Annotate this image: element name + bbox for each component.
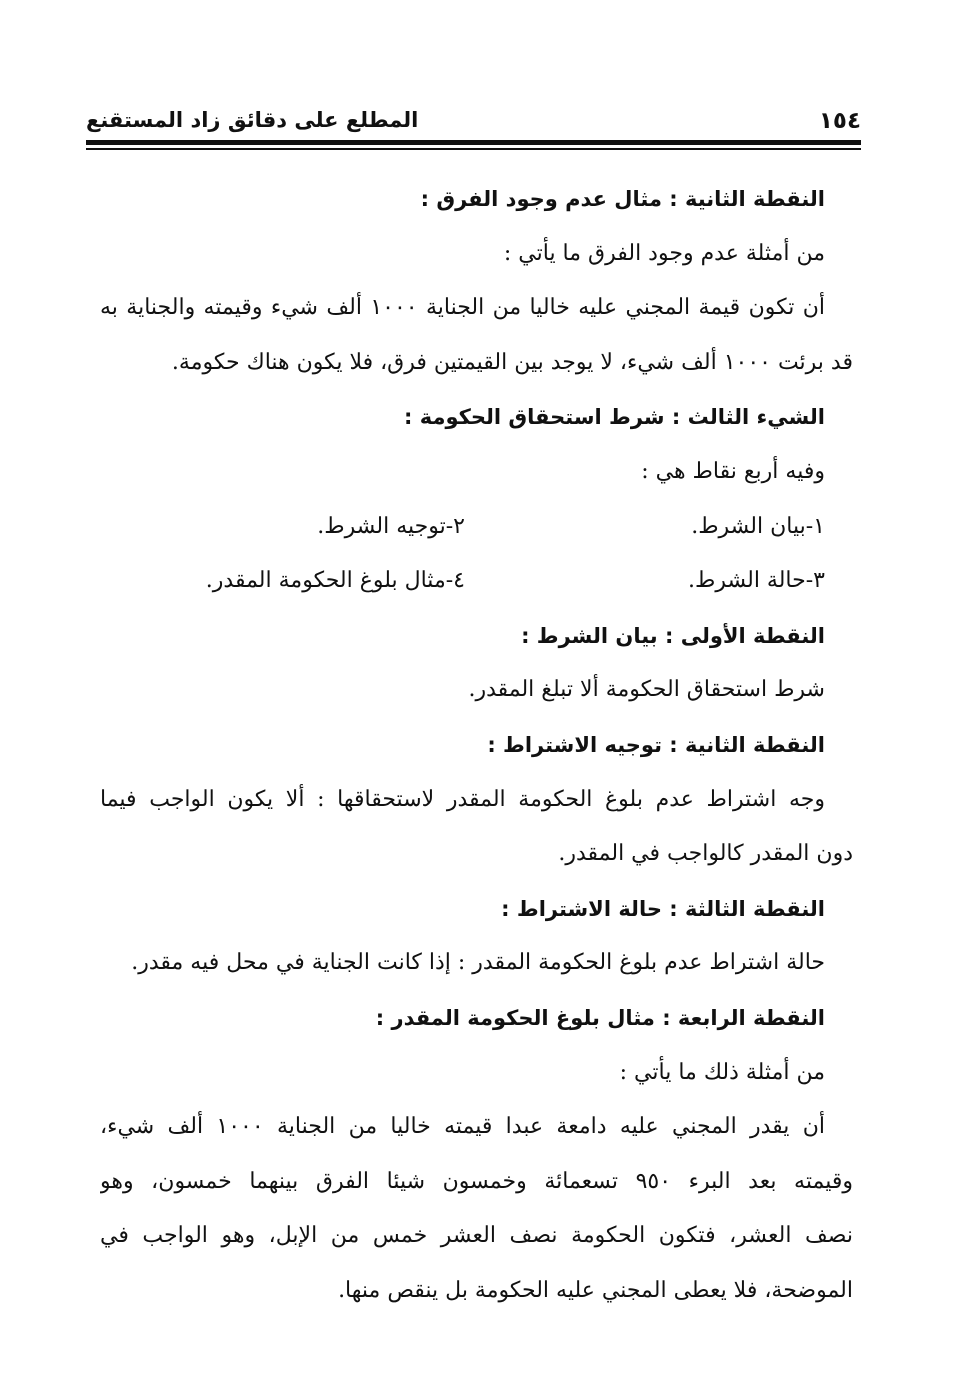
heading-line: النقطة الرابعة : مثال بلوغ الحكومة المقدر : bbox=[375, 1005, 825, 1030]
header-rule-thick bbox=[86, 140, 861, 145]
text-line: أن تكون قيمة المجني عليه خاليا من الجناية ١٠٠٠ ألف شيء وقيمته والجناية به bbox=[100, 295, 825, 321]
heading-line: النقطة الثانية : توجيه الاشتراط : bbox=[487, 732, 825, 757]
heading-line: الشيء الثالث : شرط استحقاق الحكومة : bbox=[404, 405, 825, 430]
heading-line: النقطة الثانية : مثال عدم وجود الفرق : bbox=[420, 187, 825, 211]
text-line: شرط استحقاق الحكومة ألا تبلغ المقدر. bbox=[468, 677, 825, 703]
list-item: ٤-مثال بلوغ الحكومة المقدر. bbox=[205, 568, 465, 594]
text-line: أن يقدر المجني عليه دامعة عبدا قيمته خاليا من الجناية ١٠٠٠ ألف شيء، bbox=[100, 1114, 825, 1140]
page-body bbox=[100, 172, 853, 1318]
text-line: حالة اشتراط عدم بلوغ الحكومة المقدر : إذا كانت الجناية في محل فيه مقدر. bbox=[131, 950, 825, 976]
page-header bbox=[86, 104, 861, 144]
header-rule-thin bbox=[86, 148, 861, 150]
list-item: ١-بيان الشرط. bbox=[691, 513, 825, 539]
list-row bbox=[100, 554, 825, 609]
list-item: ٢-توجيه الشرط. bbox=[317, 513, 465, 539]
text-line: من أمثلة ذلك ما يأتي : bbox=[619, 1059, 825, 1085]
text-line: الموضحة، فلا يعطى المجني عليه الحكومة بل ينقص منها. bbox=[338, 1277, 853, 1303]
text-line: من أمثلة عدم وجود الفرق ما يأتي : bbox=[503, 240, 825, 266]
heading-line: النقطة الأولى : بيان الشرط : bbox=[521, 623, 825, 648]
running-title: المطلع على دقائق زاد المستقنع bbox=[86, 108, 419, 132]
list-item: ٣-حالة الشرط. bbox=[688, 568, 825, 594]
page-number: ١٥٤ bbox=[818, 108, 861, 134]
text-line: وقيمته بعد البرء ٩٥٠ تسعمائة وخمسون شيئا الفرق بينهما خمسون، وهو bbox=[100, 1168, 853, 1194]
heading-line: النقطة الثالثة : حالة الاشتراط : bbox=[501, 896, 825, 921]
text-line: دون المقدر كالواجب في المقدر. bbox=[558, 841, 853, 867]
text-line: قد برئت ١٠٠٠ ألف شيء، لا يوجد بين القيمتين فرق، فلا يكون هناك حكومة. bbox=[171, 349, 853, 375]
text-line: وجه اشتراط عدم بلوغ الحكومة المقدر لاستحقاقها : ألا يكون الواجب فيما bbox=[100, 786, 825, 812]
text-line: نصف العشر، فتكون الحكومة نصف العشر خمس من الإبل، وهو الواجب في bbox=[100, 1223, 853, 1249]
text-line: وفيه أربع نقاط هي : bbox=[641, 458, 825, 484]
list-row bbox=[100, 500, 825, 555]
header-rule bbox=[86, 140, 861, 151]
